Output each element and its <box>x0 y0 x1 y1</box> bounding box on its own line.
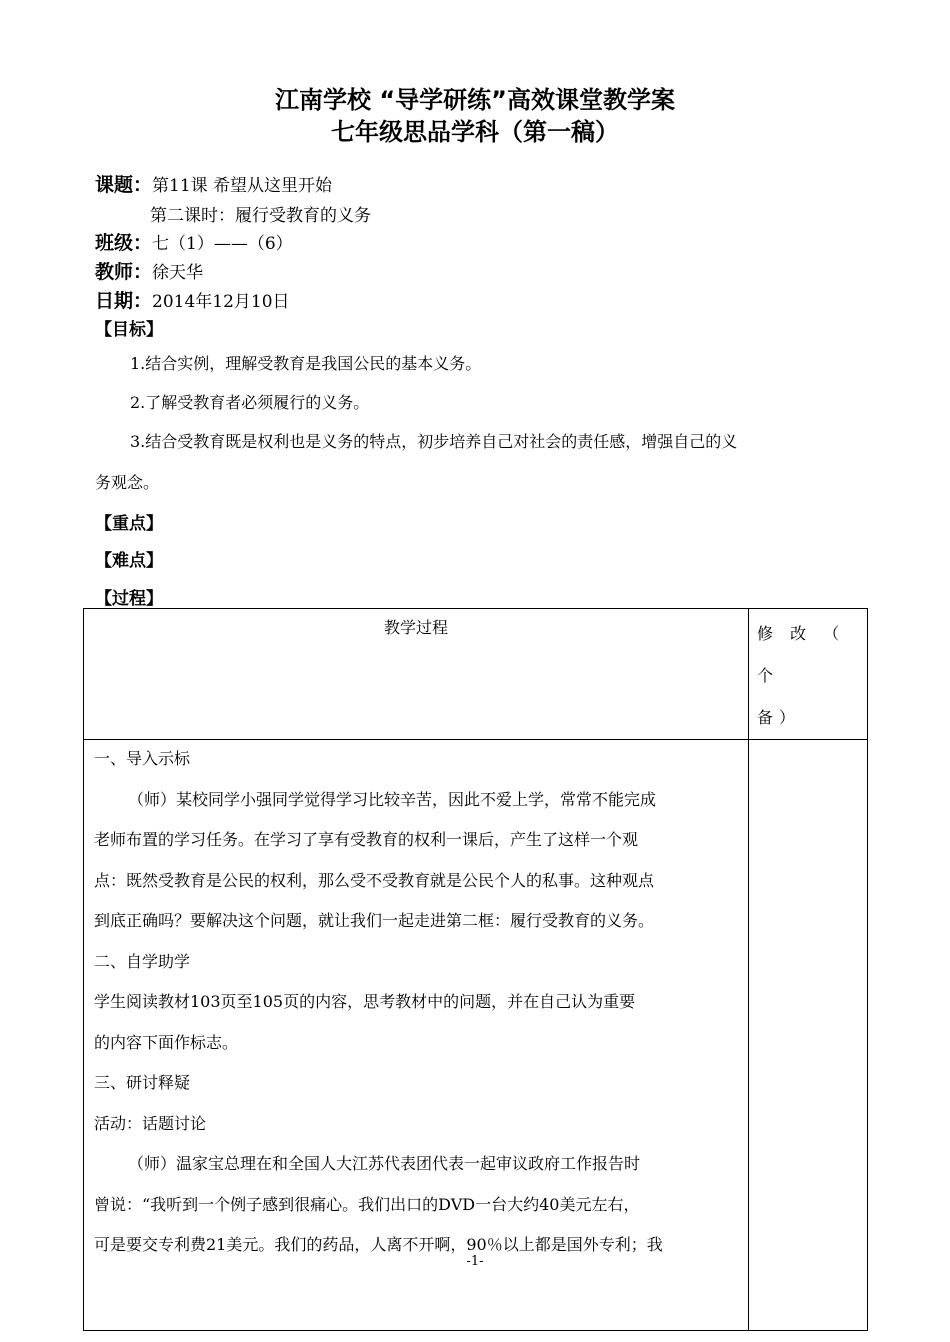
teacher-value: 徐天华 <box>152 263 204 283</box>
goal-item-3-cont: 务观念。 <box>95 473 160 492</box>
class-value: 七（1）——（6） <box>152 234 293 254</box>
table-header-row <box>84 609 868 740</box>
process-table <box>83 608 868 1331</box>
table-body-row <box>84 740 868 1331</box>
header-teaching-process: 教学过程 <box>84 609 749 740</box>
paragraph-line: （师）某校同学小强同学觉得学习比较辛苦，因此不爱上学，常常不能完成 <box>128 789 657 809</box>
heading-self-study: 二、自学助学 <box>94 951 191 971</box>
activity-line: 活动：话题讨论 <box>94 1113 207 1133</box>
section-goals: 【目标】 <box>95 320 163 340</box>
topic-label: 课题： <box>95 174 153 196</box>
heading-intro: 一、导入示标 <box>94 749 191 768</box>
paragraph-line: 老师布置的学习任务。在学习了享有受教育的权利一课后，产生了这样一个观 <box>94 830 639 849</box>
date-row <box>95 286 290 313</box>
section-difficulty: 【难点】 <box>95 551 163 571</box>
teacher-row <box>95 257 203 284</box>
document-title: 江南学校 “导学研练”高效课堂教学案 <box>275 86 675 114</box>
header-revision-line1: 修 改 （ 个 <box>757 624 846 685</box>
paragraph-line: 到底正确吗？要解决这个问题，就让我们一起走进第二框：履行受教育的义务。 <box>94 911 655 930</box>
date-label: 日期： <box>95 290 153 312</box>
document-subtitle: 七年级思品学科（第一稿） <box>331 118 619 146</box>
process-content <box>84 740 749 1331</box>
teacher-label: 教师： <box>95 261 153 283</box>
topic-row <box>95 170 332 197</box>
paragraph-line: 学生阅读教材103页至105页的内容，思考教材中的问题，并在自己认为重要 <box>94 992 636 1011</box>
revision-cell <box>749 740 868 1331</box>
header-revision-line2: 备） <box>757 708 802 727</box>
paragraph-line: 点：既然受教育是公民的权利，那么受不受教育就是公民个人的私事。这种观点 <box>94 870 655 890</box>
heading-discussion: 三、研讨释疑 <box>94 1073 191 1092</box>
section-process: 【过程】 <box>95 589 163 609</box>
goal-item-2: 2.了解受教育者必须履行的义务。 <box>130 393 370 412</box>
section-key: 【重点】 <box>95 514 163 534</box>
date-value: 2014年12月10日 <box>152 292 290 312</box>
paragraph-line: 可是要交专利费21美元。我们的药品，人离不开啊，90％以上都是国外专利；我 <box>94 1235 663 1254</box>
paragraph-line: 曾说：“我听到一个例子感到很痛心。我们出口的DVD一台大约40美元左右， <box>94 1194 640 1214</box>
page-number: -1- <box>466 1254 484 1269</box>
class-label: 班级： <box>95 232 153 254</box>
goal-item-1: 1.结合实例，理解受教育是我国公民的基本义务。 <box>130 354 482 373</box>
class-row <box>95 228 293 255</box>
header-revision <box>749 609 868 740</box>
topic-value: 第11课 希望从这里开始 <box>152 176 333 196</box>
topic-sub: 第二课时：履行受教育的义务 <box>150 206 371 226</box>
paragraph-line: 的内容下面作标志。 <box>94 1032 239 1052</box>
goal-item-3: 3.结合受教育既是权利也是义务的特点，初步培养自己对社会的责任感，增强自己的义 <box>130 432 738 451</box>
paragraph-line: （师）温家宝总理在和全国人大江苏代表团代表一起审议政府工作报告时 <box>128 1154 641 1173</box>
